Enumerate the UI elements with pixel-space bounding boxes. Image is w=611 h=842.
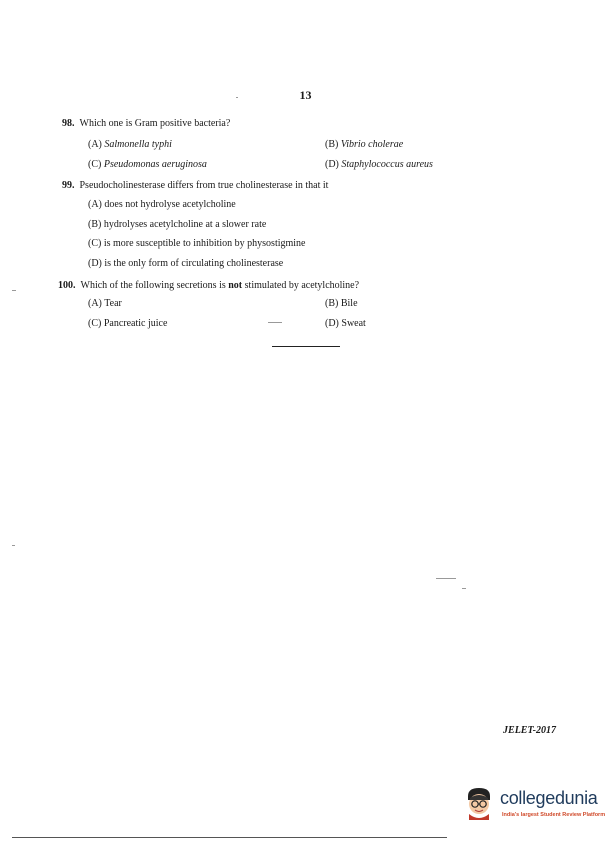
option-b <box>325 298 562 309</box>
question-stem <box>58 280 578 291</box>
option-text: Sweat <box>341 317 366 329</box>
option-text: Pseudomonas aeruginosa <box>103 158 207 170</box>
options <box>88 134 582 174</box>
bottom-rule <box>12 837 447 838</box>
option-label: (B) <box>325 297 339 309</box>
option-text: Tear <box>104 297 122 309</box>
question-text: Which one is Gram positive bacteria? <box>79 118 231 129</box>
question-100 <box>58 280 578 333</box>
option-a <box>88 195 582 215</box>
option-d <box>88 254 582 274</box>
collegedunia-logo <box>462 782 607 830</box>
option-text: Bile <box>340 297 358 309</box>
option-b <box>325 139 562 150</box>
question-stem <box>62 118 582 129</box>
scan-speck <box>12 545 15 546</box>
logo-wordmark: collegedunia <box>500 788 598 808</box>
option-row <box>88 154 582 174</box>
option-d <box>325 318 562 329</box>
question-99 <box>62 180 582 273</box>
option-text: Staphylococcus aureus <box>341 158 433 170</box>
option-label: (C) <box>88 317 102 329</box>
option-text: hydrolyses acetylcholine at a slower rate <box>103 218 267 230</box>
option-a <box>88 139 325 150</box>
option-text: Salmonella typhi <box>104 138 172 150</box>
page-number: 13 <box>299 88 312 102</box>
option-text: does not hydrolyse acetylcholine <box>104 199 236 210</box>
question-text-part: stimulated by acetylcholine? <box>244 280 360 291</box>
option-label: (C) <box>88 158 102 170</box>
question-text-part: Which of the following secretions is <box>80 280 226 291</box>
option-text: Pancreatic juice <box>103 317 168 329</box>
option-label: (D) <box>88 257 102 269</box>
option-b <box>88 215 582 235</box>
question-number: 98. <box>62 118 75 129</box>
end-divider <box>272 346 340 347</box>
student-mascot-icon <box>462 786 496 820</box>
scan-speck <box>236 97 238 98</box>
options <box>88 293 578 333</box>
option-label: (C) <box>88 238 102 249</box>
option-row <box>88 134 582 154</box>
question-stem <box>62 180 582 191</box>
scan-speck <box>268 322 282 323</box>
option-text: Vibrio cholerae <box>340 138 404 150</box>
exam-code: JELET-2017 <box>503 725 556 736</box>
question-98 <box>62 118 582 174</box>
scan-speck <box>462 588 466 589</box>
option-text: is more susceptible to inhibition by physostigmine <box>103 238 306 249</box>
option-text: is the only form of circulating cholinesterase <box>104 257 284 269</box>
option-label: (A) <box>88 138 102 150</box>
option-row <box>88 313 578 333</box>
option-label: (B) <box>325 138 339 150</box>
question-text <box>81 280 360 291</box>
option-a <box>88 298 325 309</box>
option-c <box>88 234 582 254</box>
logo-tagline: India's largest Student Review Platform <box>502 812 606 818</box>
option-label: (A) <box>88 199 102 210</box>
option-label: (D) <box>325 158 339 170</box>
option-d <box>325 159 562 170</box>
question-number: 100. <box>58 280 76 291</box>
option-c <box>88 159 325 170</box>
option-label: (A) <box>88 297 102 309</box>
options <box>88 195 582 273</box>
question-text-emphasis: not <box>228 280 243 291</box>
option-label: (D) <box>325 317 339 329</box>
question-number: 99. <box>62 180 75 191</box>
question-text: Pseudocholinesterase differs from true cholinesterase in that it <box>79 180 329 191</box>
scan-speck <box>436 578 456 579</box>
scan-speck <box>12 290 16 291</box>
option-label: (B) <box>88 218 102 230</box>
option-c <box>88 318 325 329</box>
option-row <box>88 293 578 313</box>
